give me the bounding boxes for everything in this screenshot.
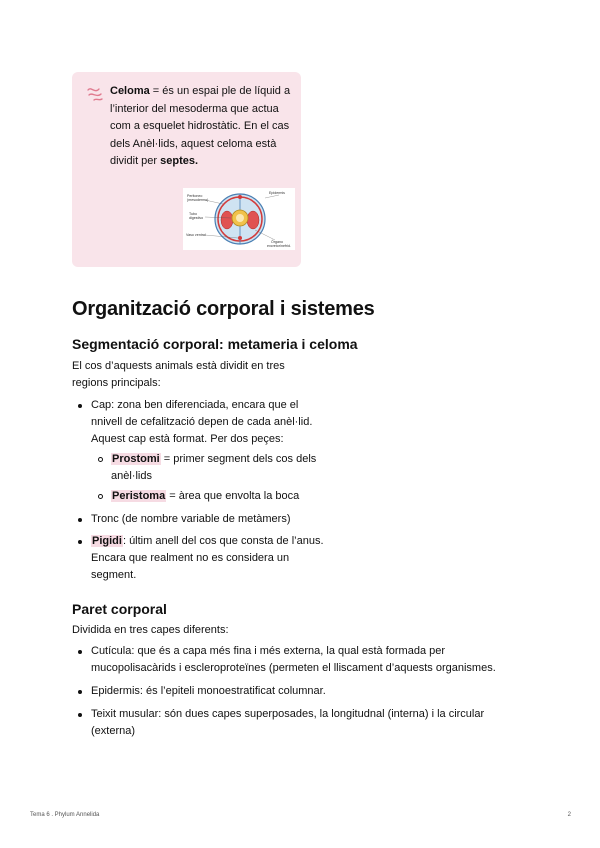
diagram-label-digestivo: digestivo: [189, 216, 204, 220]
worm-icon: [86, 85, 104, 103]
diagram-label-epidermis: Epidermis: [269, 191, 285, 195]
page-title: Organització corporal i sistemes: [72, 298, 375, 320]
diagram-svg: [183, 188, 295, 250]
peristoma-definition: = àrea que envolta la boca: [166, 490, 300, 502]
celoma-term: Celoma: [110, 85, 150, 97]
pigidi-term: Pigidi: [92, 535, 122, 547]
list-item-tronc: Tronc (de nombre variable de metàmers): [91, 511, 331, 528]
diagram-label-peritoneo: Peritoneo: [187, 194, 203, 198]
section-heading-paret: Paret corporal: [72, 601, 167, 617]
septes-term: septes.: [160, 155, 199, 167]
list-item-cap: Cap: zona ben diferenciada, encara que el nnivell de cefalització depen de cada anèl·lid. Aquest cap està format. Per dos peçes:: [91, 397, 331, 448]
sublist-item-peristoma: [111, 488, 341, 505]
list-item-teixit: Teixit musular: són dues capes superposades, la longitudnal (interna) i la circular (externa): [91, 706, 523, 740]
diagram-label-mesodermo: (mesodermo): [187, 198, 209, 202]
diagram-label-tubo: Tubo: [189, 212, 198, 216]
section-heading-segmentacio: Segmentació corporal: metameria i celoma: [72, 336, 358, 352]
sublist-item-prostomi: [111, 451, 326, 485]
callout-text: [110, 83, 295, 248]
peristoma-term: Peristoma: [112, 490, 166, 502]
prostomi-term: Prostomi: [112, 453, 160, 465]
list-item-epidermis: Epidermis: és l’epiteli monoestratificat columnar.: [91, 683, 523, 700]
celoma-definition: = és un espai ple de líquid a l’interior del mesoderma que actua com a esquelet hidrostàtic. En el cas dels Anèl·lids, aquest celoma està dividit per: [110, 85, 291, 167]
prostomi-definition: = primer segment dels cos dels anèl·lids: [111, 453, 317, 482]
pigidi-definition: : últim anell del cos que consta de l’anus. Encara que realment no es considera un segment.: [91, 535, 324, 581]
diagram-label-vaso: Vaso ventral: [186, 233, 206, 237]
list-item-cuticula: Cutícula: que és a capa més fina i més externa, la qual està formada per mucopolisacàrids i escleroproteïnes (permeten el lliscament d’aquests organismes.: [91, 643, 523, 677]
section-intro-paret: Dividida en tres capes diferents:: [72, 624, 229, 636]
footer-left: Tema 6 . Phylum Annelida: [30, 812, 100, 818]
page-number: 2: [567, 812, 571, 818]
diagram-label-excretor: excretor/nefrid.: [267, 244, 291, 248]
list-item-pigidi: [91, 533, 331, 584]
celoma-callout: [72, 72, 301, 267]
section-intro-segmentacio: El cos d’aquests animals està dividit en tres regions principals:: [72, 360, 285, 389]
diagram-label-organo: Órgano: [271, 240, 283, 244]
celoma-cross-section-diagram: [183, 188, 295, 250]
